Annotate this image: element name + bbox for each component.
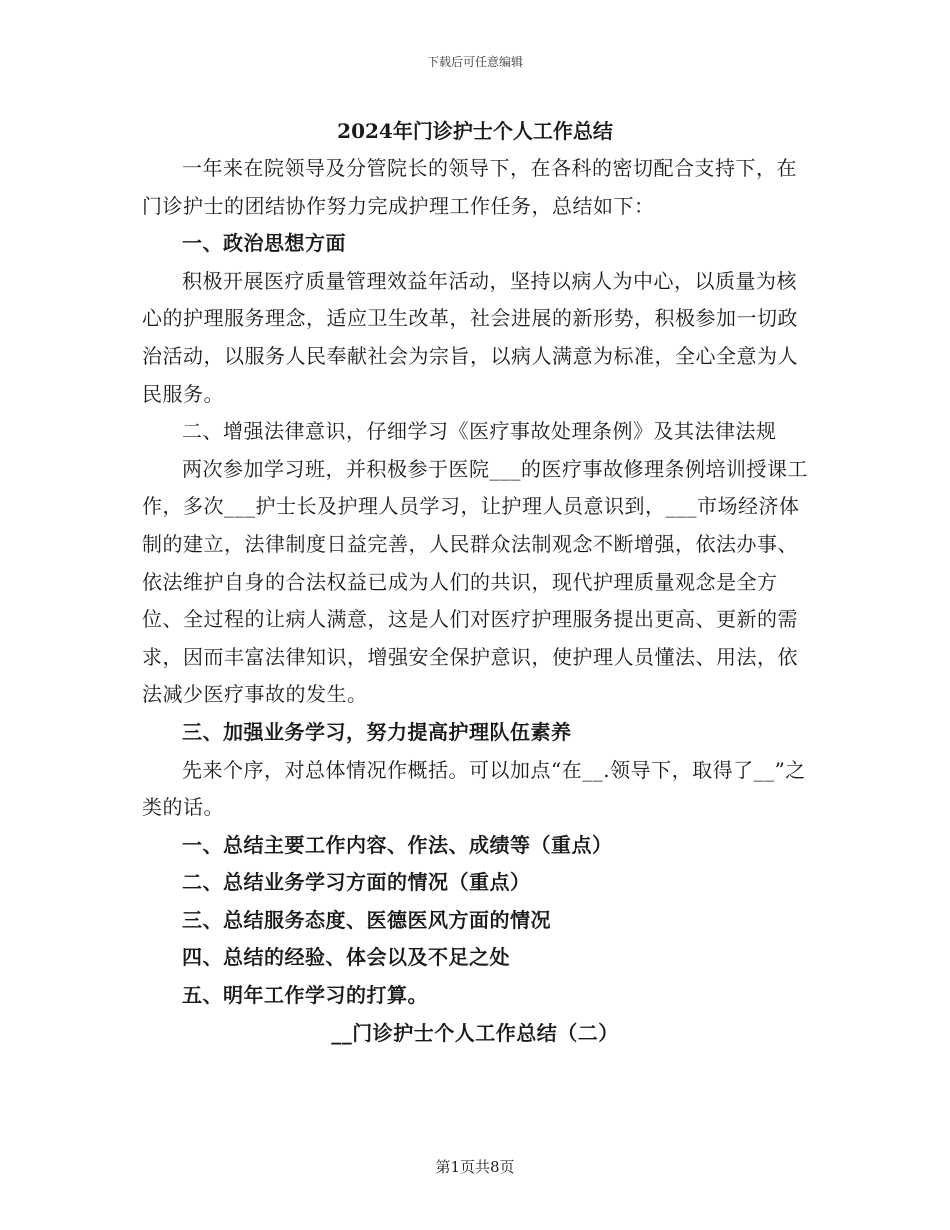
- outline-item-5: 五、明年工作学习的打算。: [182, 983, 428, 1008]
- second-document-title: __门诊护士个人工作总结（二）: [331, 1020, 619, 1045]
- preface-paragraph: 先来个序，对总体情况作概括。可以加点“在__.领导下，取得了__”之类的话。: [142, 757, 806, 820]
- outline-item-4: 四、总结的经验、体会以及不足之处: [182, 945, 510, 970]
- header-note: 下载后可任意编辑: [426, 55, 523, 69]
- section-heading-study: 三、加强业务学习，努力提高护理队伍素养: [182, 719, 572, 744]
- intro-paragraph: 一年来在院领导及分管院长的领导下，在各科的密切配合支持下，在门诊护士的团结协作努力完成护理工作任务，总结如下：: [142, 156, 797, 218]
- section-heading-politics: 一、政治思想方面: [182, 231, 346, 256]
- outline-item-3: 三、总结服务态度、医德医风方面的情况: [182, 907, 551, 932]
- page-number-footer: 第1页共8页: [435, 1158, 515, 1176]
- law-heading-paragraph: 二、增强法律意识，仔细学习《医疗事故处理条例》及其法律法规: [182, 419, 777, 444]
- politics-paragraph: 积极开展医疗质量管理效益年活动，坚持以病人为中心，以质量为核心的护理服务理念，适应卫生改革，社会进展的新形势，积极参加一切政治活动，以服务人民奉献社会为宗旨，以病人满意为标准，全心全意为人民服务。: [142, 268, 798, 406]
- law-paragraph: 两次参加学习班，并积极参于医院___的医疗事故修理条例培训授课工作，多次___护士长及护理人员学习，让护理人员意识到，___市场经济体制的建立，法律制度日益完善，人民群众法制观念不断增强，依法办事、依法维护自身的合法权益已成为人们的共识，现代护理质量观念是全方位、全过程的让病人满意，这是人们对医疗护理服务提出更高、更新的需求，因而丰富法律知识，增强安全保护意识，使护理人员懂法、用法，依法减少医疗事故的发生。: [142, 456, 808, 707]
- document-body: [142, 112, 808, 1052]
- document-title: 2024年门诊护士个人工作总结: [337, 119, 613, 143]
- outline-item-1: 一、总结主要工作内容、作法、成绩等（重点）: [182, 832, 613, 857]
- outline-item-2: 二、总结业务学习方面的情况（重点）: [182, 870, 531, 895]
